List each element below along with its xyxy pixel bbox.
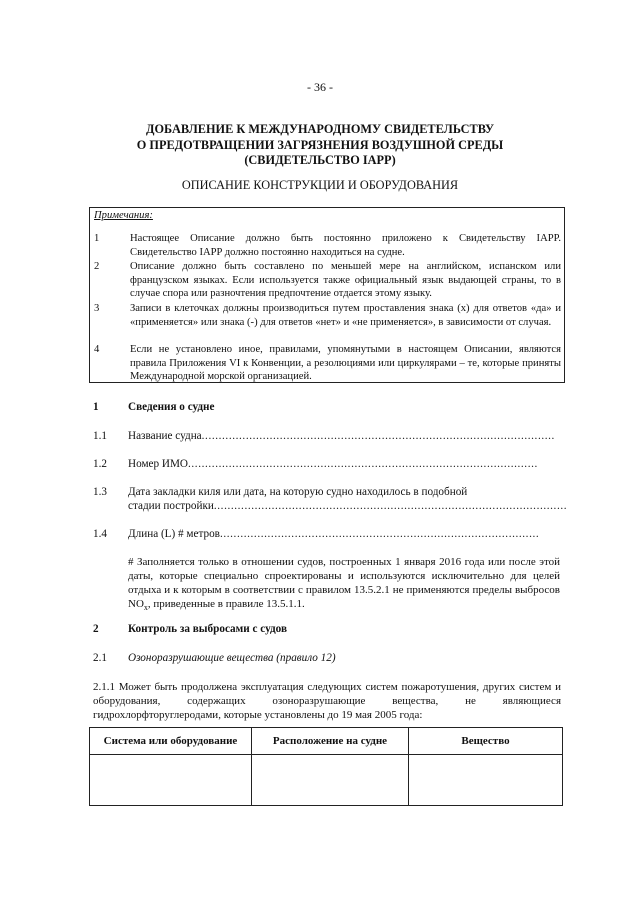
title-line-1: ДОБАВЛЕНИЕ К МЕЖДУНАРОДНОМУ СВИДЕТЕЛЬСТВУ — [146, 122, 494, 136]
paragraph-2-1-1: 2.1.1 Может быть продолжена эксплуатация следующих систем пожаротушения, других систем и оборудования, содержащих озоноразрушающие вещества, не являющиеся гидрохлорфторуглеродами, которые установлены до 19 мая 2005 года: — [93, 681, 561, 721]
footnote-tail: , приведенные в правиле 13.5.1.1. — [147, 598, 305, 610]
field-label: Длина (L) # метров — [128, 528, 220, 540]
page-number: - 36 - — [307, 80, 333, 94]
notes-box — [89, 207, 565, 383]
table-cell[interactable] — [90, 755, 252, 806]
table-cell[interactable] — [409, 755, 563, 806]
table-cell[interactable] — [252, 755, 409, 806]
section-title: Сведения о судне — [128, 401, 215, 413]
column-header-system: Система или оборудование — [90, 728, 252, 755]
note-text: Настоящее Описание должно быть постоянно приложено к Свидетельству IAPP. Свидетельство IAPP должно постоянно находиться на судне. — [130, 233, 561, 258]
note-number: 3 — [94, 303, 100, 314]
column-header-location: Расположение на судне — [252, 728, 409, 755]
footnote-subscript: x — [143, 603, 148, 613]
note-number: 2 — [94, 261, 100, 272]
subsection-title: Озоноразрушающие вещества (правило 12) — [128, 652, 336, 664]
field-label: Дата закладки киля или дата, на которую судно находилось в подобной — [128, 486, 468, 498]
field-label-cont: стадии постройки — [128, 500, 214, 512]
notes-heading: Примечания: — [94, 210, 153, 221]
note-number: 4 — [94, 344, 100, 355]
document-title — [0, 122, 640, 169]
fill-dots[interactable]: ....................................................................................................... — [188, 458, 538, 470]
fill-dots[interactable]: ........................................................................................................ — [213, 500, 568, 512]
field-number: 1.4 — [93, 528, 107, 540]
section-number: 1 — [93, 401, 99, 413]
section-number: 2 — [93, 623, 99, 635]
document-subtitle: ОПИСАНИЕ КОНСТРУКЦИИ И ОБОРУДОВАНИЯ — [181, 178, 459, 192]
subsection-number: 2.1 — [93, 652, 107, 664]
column-header-substance: Вещество — [409, 728, 563, 755]
section-title: Контроль за выбросами с судов — [128, 623, 287, 635]
ods-table — [89, 727, 563, 806]
note-text: Описание должно быть составлено по меньшей мере на английском, испанском или французском языках. Если используется также официальный язык выдающей страны, то в случае спора или разночтения предпочтение отдается этому языку. — [130, 261, 561, 299]
table-row — [90, 755, 563, 806]
field-number: 1.3 — [93, 486, 107, 498]
fill-dots[interactable]: ........................................................................................................ — [201, 430, 555, 442]
fill-dots[interactable]: .............................................................................................. — [219, 528, 540, 540]
length-footnote — [128, 555, 560, 615]
note-text: Записи в клеточках должны производиться путем проставления знака (x) для ответов «да» и «применяется» или знака (-) для ответов «нет» и «не применяется», в зависимости от случая. — [130, 303, 561, 328]
footnote-text: # Заполняется только в отношении судов, построенных 1 января 2016 года или после этой даты, которые специально спроектированы и используются исключительно для целей отдыха и к которым в соответствии с правилом 13.5.2.1 не применяются пределы выбросов NO — [128, 556, 560, 610]
title-line-2: О ПРЕДОТВРАЩЕНИИ ЗАГРЯЗНЕНИЯ ВОЗДУШНОЙ СРЕДЫ — [136, 137, 504, 152]
note-number: 1 — [94, 233, 100, 244]
field-number: 1.2 — [93, 458, 107, 470]
field-number: 1.1 — [93, 430, 107, 442]
field-label: Номер ИМО — [128, 458, 189, 470]
title-line-3: (СВИДЕТЕЛЬСТВО IAPP) — [244, 153, 396, 167]
note-text: Если не установлено иное, правилами, упомянутыми в настоящем Описании, являются правила Приложения VI к Конвенции, а резолюциями или циркулярами – те, которые приняты Международной морской организацией. — [130, 344, 561, 382]
field-label: Название судна — [128, 430, 202, 442]
